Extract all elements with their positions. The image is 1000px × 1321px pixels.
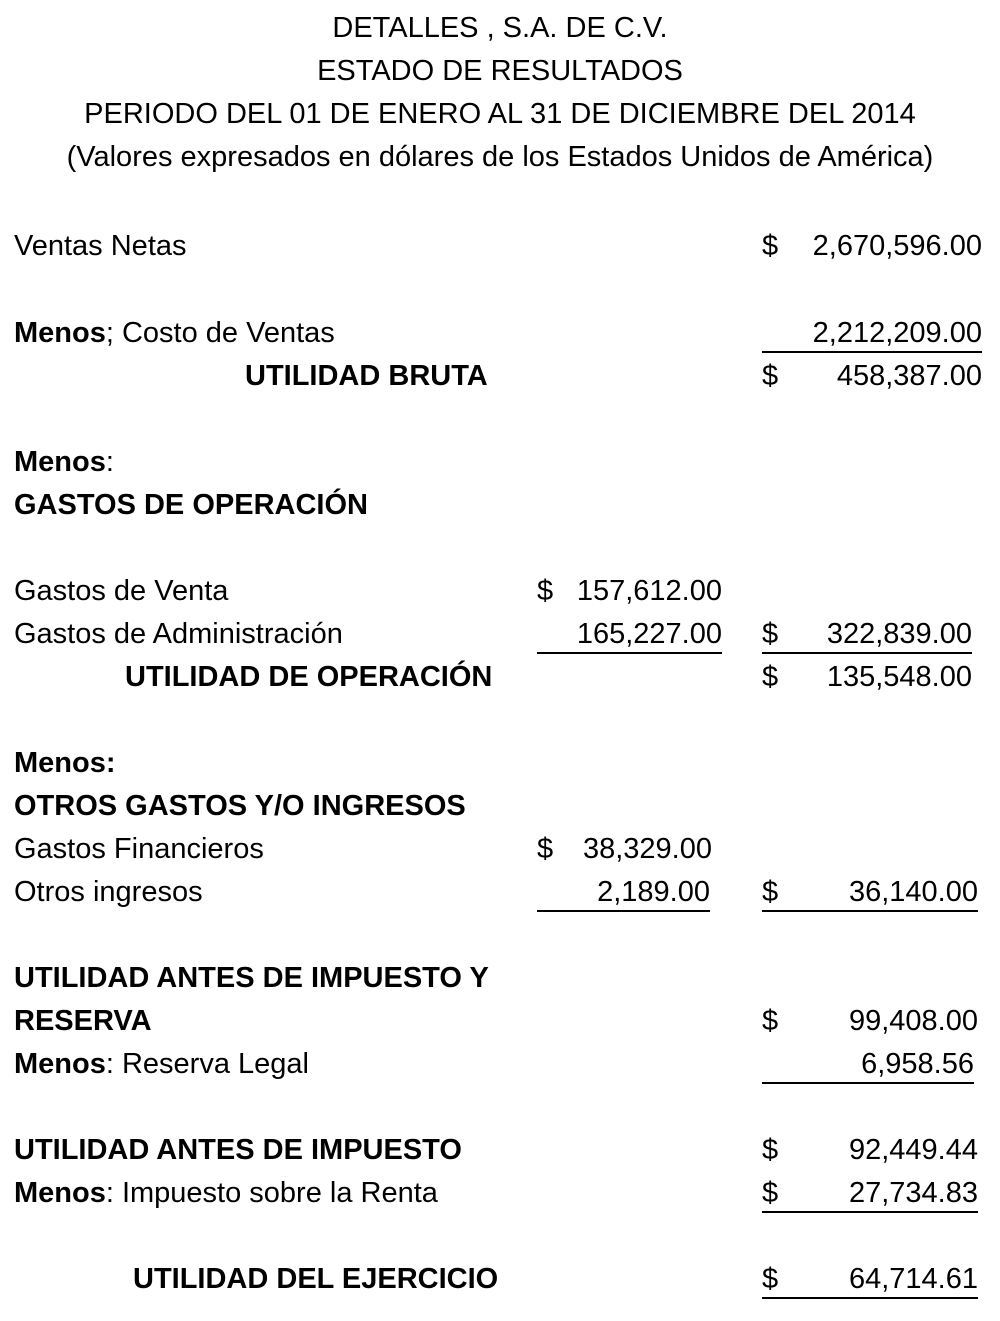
- costo-ventas-amount: 2,212,209.00: [812, 317, 982, 349]
- impuesto-renta-label: : Impuesto sobre la Renta: [105, 1177, 438, 1209]
- gastos-financieros-currency: $: [537, 833, 554, 865]
- utilidad-antes-imp-label: UTILIDAD ANTES DE IMPUESTO: [14, 1134, 462, 1166]
- gastos-operacion-heading: GASTOS DE OPERACIÓN: [14, 489, 368, 521]
- costo-ventas-underline: [762, 351, 982, 353]
- utilidad-antes-imp-reserva-currency: $: [762, 1005, 779, 1037]
- company-name: DETALLES , S.A. DE C.V.: [332, 12, 668, 44]
- otros-gastos-heading: OTROS GASTOS Y/O INGRESOS: [14, 790, 466, 822]
- statement-period: PERIODO DEL 01 DE ENERO AL 31 DE DICIEMBRE DEL 2014: [84, 98, 916, 130]
- menos-colon-1: :: [105, 446, 114, 478]
- reserva-legal-prefix: Menos: [14, 1048, 106, 1080]
- gastos-venta-currency: $: [537, 575, 554, 607]
- reserva-legal-label: : Reserva Legal: [105, 1048, 309, 1080]
- menos-label-1: [14, 446, 114, 479]
- utilidad-bruta-label: UTILIDAD BRUTA: [245, 360, 488, 392]
- gastos-admin-sub-underline: [537, 652, 722, 654]
- utilidad-antes-imp-currency: $: [762, 1134, 779, 1166]
- otros-ingresos-underline: [762, 910, 978, 912]
- gastos-admin-underline: [762, 652, 972, 654]
- costo-ventas-row: [14, 317, 335, 350]
- utilidad-bruta-currency: $: [762, 360, 779, 392]
- currency-note: (Valores expresados en dólares de los Estados Unidos de América): [66, 141, 934, 173]
- otros-ingresos-label: Otros ingresos: [14, 876, 203, 908]
- utilidad-bruta-amount: 458,387.00: [836, 360, 982, 392]
- otros-ingresos-currency: $: [762, 876, 779, 908]
- utilidad-operacion-label: UTILIDAD DE OPERACIÓN: [125, 661, 493, 693]
- costo-ventas-label: ; Costo de Ventas: [105, 317, 335, 349]
- gastos-admin-currency: $: [762, 618, 779, 650]
- costo-ventas-prefix: Menos: [14, 317, 106, 349]
- reserva-legal-underline: [762, 1082, 974, 1084]
- utilidad-operacion-currency: $: [762, 661, 779, 693]
- gastos-venta-amount: 157,612.00: [576, 575, 722, 607]
- gastos-admin-amount: 322,839.00: [826, 618, 972, 650]
- utilidad-operacion-amount: 135,548.00: [826, 661, 972, 693]
- ventas-netas-amount: 2,670,596.00: [812, 230, 982, 262]
- utilidad-antes-imp-amount: 92,449.44: [848, 1134, 978, 1166]
- gastos-admin-sub-amount: 165,227.00: [576, 618, 722, 650]
- utilidad-ejercicio-underline: [762, 1297, 978, 1299]
- menos-prefix-1: Menos: [14, 446, 106, 478]
- menos-label-2: Menos:: [14, 747, 116, 779]
- ventas-netas-label: Ventas Netas: [14, 230, 187, 262]
- impuesto-renta-prefix: Menos: [14, 1177, 106, 1209]
- reserva-legal-amount: 6,958.56: [861, 1048, 974, 1080]
- otros-ingresos-amount: 36,140.00: [848, 876, 978, 908]
- gastos-admin-label: Gastos de Administración: [14, 618, 343, 650]
- statement-title: ESTADO DE RESULTADOS: [317, 55, 683, 87]
- reserva-legal-row: [14, 1048, 309, 1081]
- utilidad-antes-imp-reserva-amount: 99,408.00: [848, 1005, 978, 1037]
- utilidad-ejercicio-currency: $: [762, 1263, 779, 1295]
- utilidad-ejercicio-label: UTILIDAD DEL EJERCICIO: [133, 1263, 499, 1295]
- gastos-financieros-amount: 38,329.00: [582, 833, 712, 865]
- utilidad-antes-imp-reserva-label-2: RESERVA: [14, 1005, 152, 1037]
- gastos-venta-label: Gastos de Venta: [14, 575, 229, 607]
- impuesto-renta-amount: 27,734.83: [848, 1177, 978, 1209]
- otros-ingresos-sub-amount: 2,189.00: [597, 876, 710, 908]
- gastos-financieros-label: Gastos Financieros: [14, 833, 264, 865]
- utilidad-ejercicio-amount: 64,714.61: [848, 1263, 978, 1295]
- impuesto-renta-row: [14, 1177, 438, 1210]
- ventas-netas-currency: $: [762, 230, 779, 262]
- utilidad-antes-imp-reserva-label-1: UTILIDAD ANTES DE IMPUESTO Y: [14, 962, 489, 994]
- impuesto-renta-underline: [762, 1211, 978, 1213]
- impuesto-renta-currency: $: [762, 1177, 779, 1209]
- otros-ingresos-sub-underline: [537, 910, 710, 912]
